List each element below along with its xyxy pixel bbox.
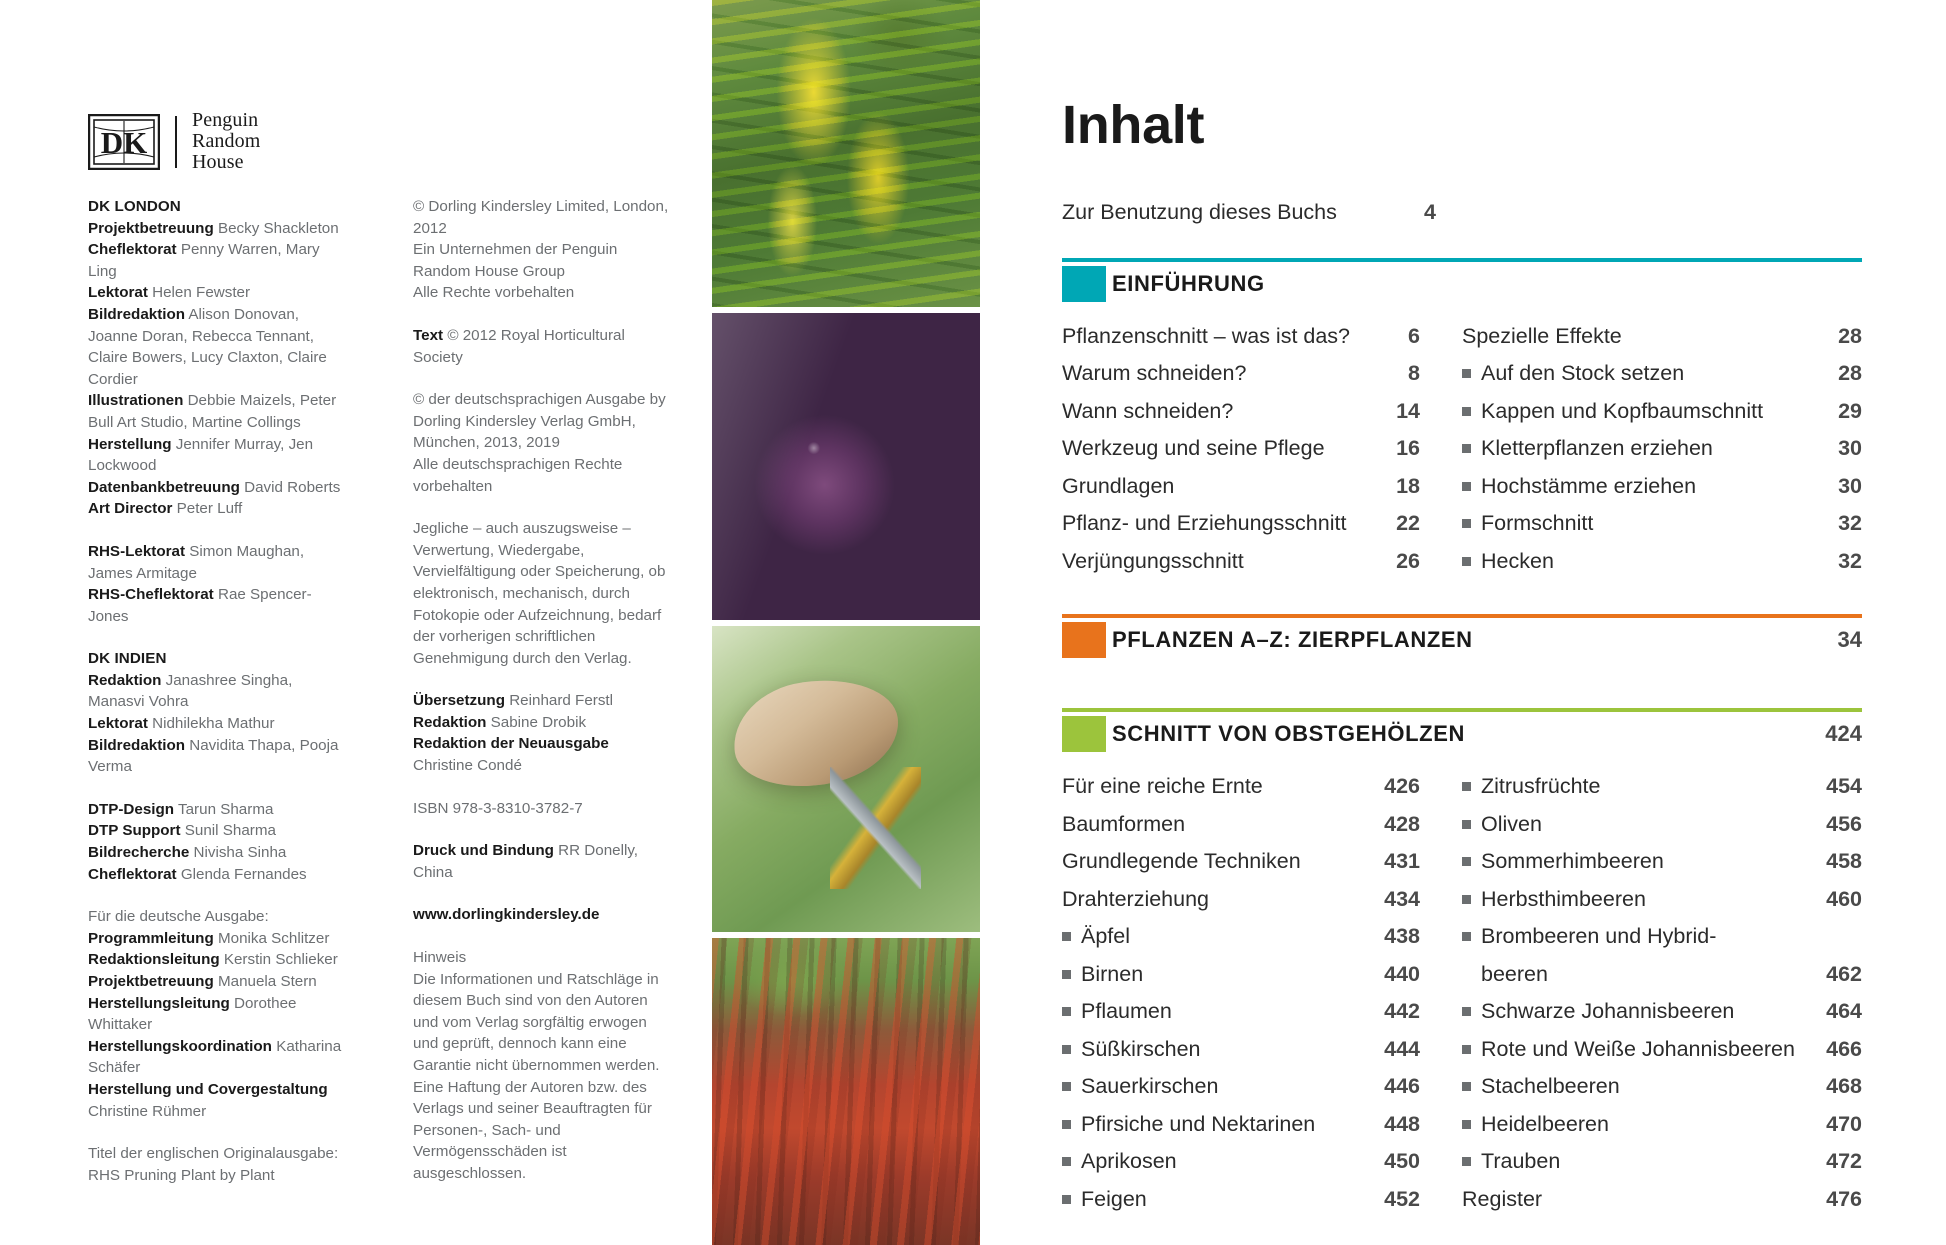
- imprint-text: Jegliche – auch auszugsweise – Verwertung, Wiedergabe, Vervielfältigung oder Speicherung, ob elektronisch, mechanisch, durch Fotokopie oder Aufzeichnung, bedarf der vorherigen schriftlichen Genehmigung durch den Verlag.: [413, 520, 666, 667]
- imprint-credit-line: [88, 584, 346, 627]
- bullet-square-icon: [1462, 444, 1471, 453]
- imprint-credit-line: [88, 670, 346, 713]
- toc-entry-page: 472: [1826, 1149, 1862, 1173]
- toc-entry-label: Kletterpflanzen erziehen: [1462, 430, 1814, 468]
- section-title: PFLANZEN A–Z: ZIERPFLANZEN: [1112, 627, 1473, 652]
- toc-entry-page: 442: [1384, 999, 1420, 1023]
- imprint-credit-names: Sabine Drobik: [486, 713, 587, 731]
- toc-entry-page: 28: [1838, 323, 1862, 348]
- imprint-credit-role: RHS-Cheflektorat: [88, 586, 214, 604]
- toc-entry-page: 464: [1826, 999, 1862, 1023]
- bullet-square-icon: [1462, 820, 1471, 829]
- toc-entry-label: Warum schneiden?: [1062, 361, 1247, 385]
- imprint-columns: [88, 196, 688, 1186]
- imprint-credit-names: Kerstin Schlieker: [219, 951, 338, 969]
- bullet-square-icon: [1062, 1045, 1071, 1054]
- toc-entry-page: 32: [1838, 548, 1862, 573]
- imprint-credit-line: [88, 820, 346, 842]
- imprint-text: Alle deutschsprachigen Rechte vorbehalten: [413, 455, 623, 495]
- imprint-credit-names: Monika Schlitzer: [213, 929, 330, 947]
- publisher-logo: [88, 110, 260, 173]
- section-page-number: 34: [1837, 627, 1862, 652]
- imprint-spacer: [413, 304, 671, 325]
- bullet-square-icon: [1462, 782, 1471, 791]
- imprint-credit-role: Herstellungskoordination: [88, 1037, 272, 1055]
- toc-entry-label: Verjüngungsschnitt: [1062, 548, 1244, 573]
- imprint-credit-line: [88, 928, 346, 950]
- imprint-credit-line: [88, 735, 346, 778]
- toc-entry-label: Baumformen: [1062, 811, 1186, 836]
- toc-entry-page: 30: [1838, 436, 1862, 460]
- section-color-tab: [1062, 266, 1106, 302]
- bullet-square-icon: [1462, 519, 1471, 528]
- bullet-square-icon: [1462, 857, 1471, 866]
- imprint-spacer: [413, 777, 671, 798]
- imprint-credit-names: RR Donelly, China: [413, 842, 639, 881]
- imprint-credit-names: Helen Fewster: [147, 284, 251, 302]
- toc-entry-page: 450: [1384, 1149, 1420, 1173]
- imprint-spacer: [88, 520, 346, 541]
- imprint-text: © der deutschsprachigen Ausgabe by Dorling Kindersley Verlag GmbH, München, 2013, 2019: [413, 391, 666, 452]
- imprint-credit-names: Nivisha Sinha: [189, 844, 287, 862]
- imprint-credit-role: Cheflektorat: [88, 241, 177, 259]
- imprint-credit-line: [88, 304, 346, 390]
- toc-entry-grid: [1062, 768, 1862, 1218]
- imprint-credit-line: [413, 325, 671, 368]
- imprint-credit-role: Art Director: [88, 500, 173, 518]
- toc-entry-page: 444: [1384, 1036, 1420, 1061]
- toc-entry[interactable]: [1462, 318, 1862, 356]
- toc-entry-label: Oliven: [1462, 806, 1814, 844]
- section-title-row: [1062, 618, 1862, 662]
- imprint-credit-names: Nidhilekha Mathur: [147, 715, 275, 733]
- imprint-credit-names: Reinhard Ferstl: [504, 692, 614, 710]
- toc-column-left: [1062, 318, 1462, 581]
- toc-entry[interactable]: [1462, 505, 1862, 543]
- imprint-credit-line: [88, 390, 346, 433]
- imprint-credit-role: Herstellung: [88, 435, 172, 453]
- toc-entry-page: 426: [1384, 774, 1420, 798]
- toc-entry-label: Pflaumen: [1062, 993, 1378, 1031]
- imprint-credit-role: Datenbankbetreuung: [88, 478, 240, 496]
- toc-entry-label: Rote und Weiße Johannisbeeren: [1462, 1031, 1814, 1069]
- toc-entry-label: Zitrusfrüchte: [1462, 768, 1814, 806]
- bullet-square-icon: [1462, 1157, 1471, 1166]
- dk-book-logo-icon: [88, 114, 160, 170]
- imprint-credit-names: Rae Spencer-Jones: [88, 586, 312, 625]
- laburnum-flowers-photo: [712, 0, 980, 307]
- toc-entry-label: Aprikosen: [1062, 1143, 1378, 1181]
- toc-entry-label: Auf den Stock setzen: [1462, 355, 1814, 393]
- imprint-credit-names: © 2012 Royal Horticultural Society: [413, 326, 625, 366]
- imprint-credit-names: Peter Luff: [172, 500, 243, 518]
- imprint-credit-names: Janashree Singha, Manasvi Vohra: [88, 671, 293, 711]
- toc-entry-label: Heidelbeeren: [1462, 1106, 1814, 1144]
- toc-entry-page: 434: [1384, 886, 1420, 911]
- toc-entry[interactable]: [1062, 918, 1462, 956]
- toc-entry-page: 30: [1838, 473, 1862, 498]
- imprint-spacer: [413, 926, 671, 947]
- page-title: Inhalt: [1062, 95, 1205, 155]
- toc-entry-label: Schwarze Johannisbeeren: [1462, 993, 1814, 1031]
- toc-entry-page: 28: [1838, 361, 1862, 385]
- imprint-credit-line: [88, 971, 346, 993]
- imprint-credit-line: [88, 1079, 346, 1122]
- imprint-credit-names: Becky Shackleton: [213, 219, 339, 237]
- imprint-credit-names: Debbie Maizels, Peter Bull Art Studio, Martine Collings: [88, 392, 337, 431]
- imprint-credit-names: Katharina Schäfer: [88, 1037, 342, 1077]
- toc-column-left: [1062, 768, 1462, 1218]
- toc-entry-label: Äpfel: [1062, 918, 1378, 956]
- imprint-credit-names: Glenda Fernandes: [176, 865, 307, 883]
- toc-entry-page: 456: [1826, 811, 1862, 836]
- toc-entry[interactable]: [1462, 1068, 1862, 1106]
- bullet-square-icon: [1462, 1082, 1471, 1091]
- imprint-credit-line: [88, 799, 346, 821]
- imprint-text: Hinweis: [413, 949, 467, 967]
- imprint-credit-role: Bildredaktion: [88, 305, 186, 323]
- imprint-credit-role: Redaktion: [413, 713, 487, 731]
- imprint-text: ISBN 978-3-8310-3782-7: [413, 799, 583, 817]
- toc-entry-label: Spezielle Effekte: [1462, 323, 1622, 348]
- toc-entry[interactable]: [1462, 993, 1862, 1031]
- imprint-credit-line: [88, 498, 346, 520]
- section-title: EINFÜHRUNG: [1112, 270, 1265, 296]
- toc-column-right: [1462, 318, 1862, 581]
- toc-entry[interactable]: [1462, 1181, 1862, 1219]
- imprint-credit-role: Herstellungsleitung: [88, 994, 230, 1012]
- section-spacer: [1062, 674, 1862, 694]
- imprint-text: © Dorling Kindersley Limited, London, 2012: [413, 198, 669, 237]
- imprint-section-heading: DK INDIEN: [88, 650, 167, 668]
- logo-divider: [175, 116, 177, 168]
- imprint-spacer: [413, 819, 671, 840]
- imprint-credit-role: Text: [413, 326, 444, 344]
- section-title-row: [1062, 712, 1862, 756]
- toc-entry-page: 14: [1396, 398, 1420, 423]
- toc-entry-label: Pflanz- und Erziehungsschnitt: [1062, 511, 1347, 535]
- toc-entry-label: Süßkirschen: [1062, 1031, 1378, 1069]
- imprint-credit-role: Lektorat: [88, 715, 148, 733]
- bullet-square-icon: [1462, 1045, 1471, 1054]
- toc-entry-page: 18: [1396, 473, 1420, 498]
- imprint-spacer: [413, 669, 671, 690]
- toc-entry-label: Brombeeren und Hybrid-: [1462, 918, 1814, 956]
- toc-entry-page: 466: [1826, 1036, 1862, 1061]
- toc-entry-page: 431: [1384, 849, 1420, 873]
- table-of-contents-page: [982, 0, 1946, 1245]
- imprint-spacer: [413, 497, 671, 518]
- toc-entry-continuation[interactable]: [1462, 956, 1862, 994]
- imprint-credit-role: Redaktion der Neuausgabe: [413, 735, 609, 753]
- imprint-credit-names: Manuela Stern: [213, 973, 317, 990]
- imprint-credit-role: Bildredaktion: [88, 736, 186, 754]
- imprint-credit-role: Cheflektorat: [88, 865, 177, 883]
- imprint-credit-names: Jennifer Murray, Jen Lockwood: [88, 435, 314, 475]
- imprint-credit-line: [413, 690, 671, 712]
- toc-entry-label: Wann schneiden?: [1062, 398, 1234, 423]
- toc-entry[interactable]: [1462, 1106, 1862, 1144]
- toc-entry-label: Birnen: [1062, 956, 1378, 994]
- toc-section-header: [1062, 708, 1862, 756]
- imprint-text: Titel der englischen Originalausgabe: RHS Pruning Plant by Plant: [88, 1145, 339, 1184]
- publisher-name-line-3: House: [192, 151, 244, 173]
- imprint-credit-line: [88, 864, 346, 886]
- pruning-hand-secateurs-photo: [712, 626, 980, 933]
- imprint-spacer: [88, 627, 346, 648]
- toc-entry[interactable]: [1062, 543, 1462, 581]
- toc-entry-page: 476: [1826, 1186, 1862, 1211]
- toc-sections: [1062, 258, 1862, 1239]
- toc-entry-label: Herbsthimbeeren: [1462, 881, 1814, 919]
- toc-entry-page: 462: [1826, 961, 1862, 986]
- imprint-credit-role: Übersetzung: [413, 692, 505, 710]
- toc-entry-label: Hochstämme erziehen: [1462, 468, 1814, 506]
- bullet-square-icon: [1462, 557, 1471, 566]
- imprint-credit-line: [413, 840, 671, 883]
- bullet-square-icon: [1062, 1120, 1071, 1129]
- imprint-credit-names: Tarun Sharma: [174, 800, 274, 818]
- bullet-square-icon: [1062, 932, 1071, 941]
- imprint-column-right: [413, 196, 671, 1186]
- toc-entry-grid: [1062, 318, 1862, 581]
- imprint-credit-role: Programmleitung: [88, 929, 214, 947]
- toc-entry-label: Feigen: [1062, 1181, 1378, 1219]
- toc-entry[interactable]: [1062, 1068, 1462, 1106]
- toc-entry-label: Pfirsiche und Nektarinen: [1062, 1106, 1378, 1144]
- publisher-website-link[interactable]: www.dorlingkindersley.de: [413, 906, 600, 924]
- toc-entry-label: Stachelbeeren: [1462, 1068, 1814, 1106]
- bullet-square-icon: [1462, 1007, 1471, 1016]
- toc-section: [1062, 708, 1862, 1238]
- toc-entry-page: 458: [1826, 849, 1862, 873]
- toc-entry-page: 468: [1826, 1074, 1862, 1098]
- toc-entry[interactable]: [1462, 543, 1862, 581]
- imprint-credit-role: Bildrecherche: [88, 844, 190, 862]
- toc-entry[interactable]: [1062, 1143, 1462, 1181]
- imprint-credit-role: Redaktionsleitung: [88, 951, 220, 969]
- toc-entry-label: Hecken: [1462, 543, 1814, 581]
- toc-entry[interactable]: [1462, 1143, 1862, 1181]
- imprint-text: Alle Rechte vorbehalten: [413, 284, 575, 302]
- imprint-text: Für die deutsche Ausgabe:: [88, 908, 269, 926]
- toc-entry-page: 448: [1384, 1111, 1420, 1136]
- toc-entry-page: 440: [1384, 961, 1420, 986]
- imprint-text: Die Informationen und Ratschläge in diesem Buch sind von den Autoren und vom Verlag sorgfältig erwogen und geprüft, dennoch kann eine Garantie nicht übernommen werden. Eine Haftung der Autoren bzw. des Verlags und seiner Beauftragten für Personen-, Sach- und Vermögensschäden ist ausgeschlossen.: [413, 970, 660, 1182]
- toc-entry-page: 26: [1396, 548, 1420, 573]
- svg-text:DK: DK: [100, 124, 148, 160]
- imprint-text: Ein Unternehmen der Penguin Random House Group: [413, 241, 618, 280]
- imprint-spacer: [88, 885, 346, 906]
- bullet-square-icon: [1062, 970, 1071, 979]
- toc-entry[interactable]: [1462, 881, 1862, 919]
- imprint-page: [0, 0, 710, 1245]
- toc-entry[interactable]: [1062, 355, 1462, 393]
- section-title: SCHNITT VON OBSTGEHÖLZEN: [1112, 721, 1465, 746]
- toc-entry[interactable]: [1062, 956, 1462, 994]
- imprint-credit-names: Christine Rühmer: [88, 1102, 207, 1120]
- toc-entry-page: 16: [1396, 436, 1420, 460]
- photo-strip: [712, 0, 980, 1245]
- imprint-credit-line: [88, 993, 346, 1036]
- imprint-credit-line: [88, 282, 346, 304]
- toc-entry[interactable]: [1062, 843, 1462, 881]
- imprint-credit-role: Herstellung und Covergestaltung: [88, 1080, 328, 1098]
- toc-entry-page: 454: [1826, 774, 1862, 798]
- toc-entry-label: Sauerkirschen: [1062, 1068, 1378, 1106]
- toc-entry[interactable]: [1462, 468, 1862, 506]
- toc-entry-page: 446: [1384, 1074, 1420, 1098]
- toc-entry-label: Grundlagen: [1062, 473, 1175, 498]
- imprint-spacer: [413, 883, 671, 904]
- imprint-credit-line: [413, 712, 671, 734]
- imprint-credit-role: Illustrationen: [88, 392, 184, 410]
- toc-entry-label: Sommerhimbeeren: [1462, 843, 1814, 881]
- imprint-credit-names: Dorothee Whittaker: [88, 994, 297, 1034]
- imprint-section-heading: DK LONDON: [88, 198, 181, 215]
- bullet-square-icon: [1062, 1007, 1071, 1016]
- toc-entry-page: 6: [1408, 323, 1420, 348]
- imprint-credit-line: [88, 239, 346, 282]
- imprint-spacer: [88, 778, 346, 799]
- bullet-square-icon: [1062, 1082, 1071, 1091]
- toc-entry[interactable]: [1062, 1181, 1462, 1219]
- bullet-square-icon: [1462, 369, 1471, 378]
- imprint-credit-names: Penny Warren, Mary Ling: [88, 241, 320, 280]
- imprint-column-left: [88, 196, 346, 1186]
- toc-entry-page: 4: [1424, 200, 1436, 224]
- imprint-credit-names: Navidita Thapa, Pooja Verma: [88, 736, 339, 776]
- plums-on-branch-photo: [712, 313, 980, 620]
- imprint-credit-names: Christine Condé: [413, 757, 522, 775]
- imprint-credit-names: David Roberts: [239, 478, 341, 496]
- toc-entry-page: 22: [1396, 511, 1420, 535]
- section-color-tab: [1062, 716, 1106, 752]
- imprint-spacer: [88, 1122, 346, 1143]
- toc-entry[interactable]: [1062, 881, 1462, 919]
- toc-entry-label: Kappen und Kopfbaumschnitt: [1462, 393, 1814, 431]
- toc-entry[interactable]: [1462, 843, 1862, 881]
- toc-section-header: [1062, 614, 1862, 662]
- toc-entry[interactable]: [1062, 468, 1462, 506]
- imprint-credit-names: Simon Maughan, James Armitage: [88, 542, 305, 582]
- bullet-square-icon: [1062, 1157, 1071, 1166]
- publisher-name-line-2: Random: [192, 130, 261, 152]
- imprint-credit-line: [88, 949, 346, 971]
- toc-section: [1062, 258, 1862, 601]
- toc-entry-label: Register: [1462, 1186, 1543, 1211]
- toc-entry-label-continued: beeren: [1481, 961, 1548, 986]
- toc-entry[interactable]: [1462, 430, 1862, 468]
- toc-entry[interactable]: [1062, 806, 1462, 844]
- imprint-credit-line: [88, 713, 346, 735]
- publisher-name: [192, 110, 260, 173]
- bullet-square-icon: [1462, 895, 1471, 904]
- toc-entry[interactable]: [1462, 768, 1862, 806]
- toc-entry[interactable]: [1062, 393, 1462, 431]
- toc-entry[interactable]: [1462, 1031, 1862, 1069]
- toc-entry-page: 460: [1826, 886, 1862, 911]
- toc-entry[interactable]: [1062, 505, 1462, 543]
- imprint-credit-role: DTP Support: [88, 822, 181, 840]
- toc-entry-label: Trauben: [1462, 1143, 1814, 1181]
- bullet-square-icon: [1462, 407, 1471, 416]
- toc-entry[interactable]: [1062, 993, 1462, 1031]
- imprint-credit-role: Lektorat: [88, 284, 148, 302]
- imprint-credit-line: [88, 1036, 346, 1079]
- imprint-credit-role: DTP-Design: [88, 800, 175, 818]
- imprint-credit-role: Redaktion: [88, 671, 162, 689]
- toc-entry[interactable]: [1062, 768, 1462, 806]
- toc-entry[interactable]: [1062, 318, 1462, 356]
- imprint-credit-names: Sunil Sharma: [180, 822, 276, 840]
- imprint-credit-role: Druck und Bindung: [413, 842, 554, 860]
- toc-entry-page: 428: [1384, 811, 1420, 836]
- toc-entry[interactable]: [1062, 430, 1462, 468]
- imprint-credit-names: Alison Donovan, Joanne Doran, Rebecca Tennant, Claire Bowers, Lucy Claxton, Claire Cordier: [88, 305, 327, 388]
- imprint-credit-line: [88, 842, 346, 864]
- toc-entry[interactable]: [1062, 1031, 1462, 1069]
- toc-entry-label: Drahterziehung: [1062, 886, 1210, 911]
- toc-section: [1062, 614, 1862, 694]
- bullet-square-icon: [1462, 482, 1471, 491]
- imprint-credit-line: [88, 434, 346, 477]
- section-color-tab: [1062, 622, 1106, 658]
- toc-entry[interactable]: [1462, 355, 1862, 393]
- imprint-credit-role: Projektbetreuung: [88, 219, 214, 237]
- toc-entry-label: Formschnitt: [1462, 505, 1814, 543]
- bullet-square-icon: [1462, 932, 1471, 941]
- imprint-credit-line: [413, 733, 671, 776]
- imprint-credit-line: [88, 541, 346, 584]
- toc-entry[interactable]: [1462, 918, 1862, 956]
- imprint-spacer: [413, 368, 671, 389]
- toc-entry-label: Grundlegende Techniken: [1062, 849, 1301, 873]
- toc-entry-label: Pflanzenschnitt – was ist das?: [1062, 323, 1351, 348]
- imprint-credit-role: RHS-Lektorat: [88, 542, 186, 560]
- toc-entry-page: 8: [1408, 361, 1420, 385]
- section-spacer: [1062, 1218, 1862, 1238]
- toc-entry-page: 452: [1384, 1186, 1420, 1211]
- publisher-name-line-1: Penguin: [192, 109, 259, 131]
- imprint-credit-role: Projektbetreuung: [88, 973, 214, 990]
- toc-entry-page: 29: [1838, 398, 1862, 423]
- imprint-credit-line: [88, 218, 346, 240]
- toc-entry-label: Zur Benutzung dieses Buchs: [1062, 200, 1337, 224]
- toc-entry-intro[interactable]: [1062, 194, 1862, 232]
- section-title-row: [1062, 262, 1862, 306]
- toc-entry-label: Werkzeug und seine Pflege: [1062, 436, 1325, 460]
- red-berberis-foliage-photo: [712, 938, 980, 1245]
- bullet-square-icon: [1062, 1195, 1071, 1204]
- toc-entry-page: 32: [1838, 511, 1862, 535]
- toc-entry[interactable]: [1462, 806, 1862, 844]
- section-spacer: [1062, 580, 1862, 600]
- bullet-square-icon: [1462, 1120, 1471, 1129]
- section-page-number: 424: [1825, 721, 1862, 746]
- toc-entry-label: Für eine reiche Ernte: [1062, 774, 1263, 798]
- toc-entry-page: 438: [1384, 924, 1420, 948]
- toc-entry[interactable]: [1062, 1106, 1462, 1144]
- toc-column-right: [1462, 768, 1862, 1218]
- toc-section-header: [1062, 258, 1862, 306]
- toc-entry[interactable]: [1462, 393, 1862, 431]
- toc-entry-page: 470: [1826, 1111, 1862, 1136]
- imprint-credit-line: [88, 477, 346, 499]
